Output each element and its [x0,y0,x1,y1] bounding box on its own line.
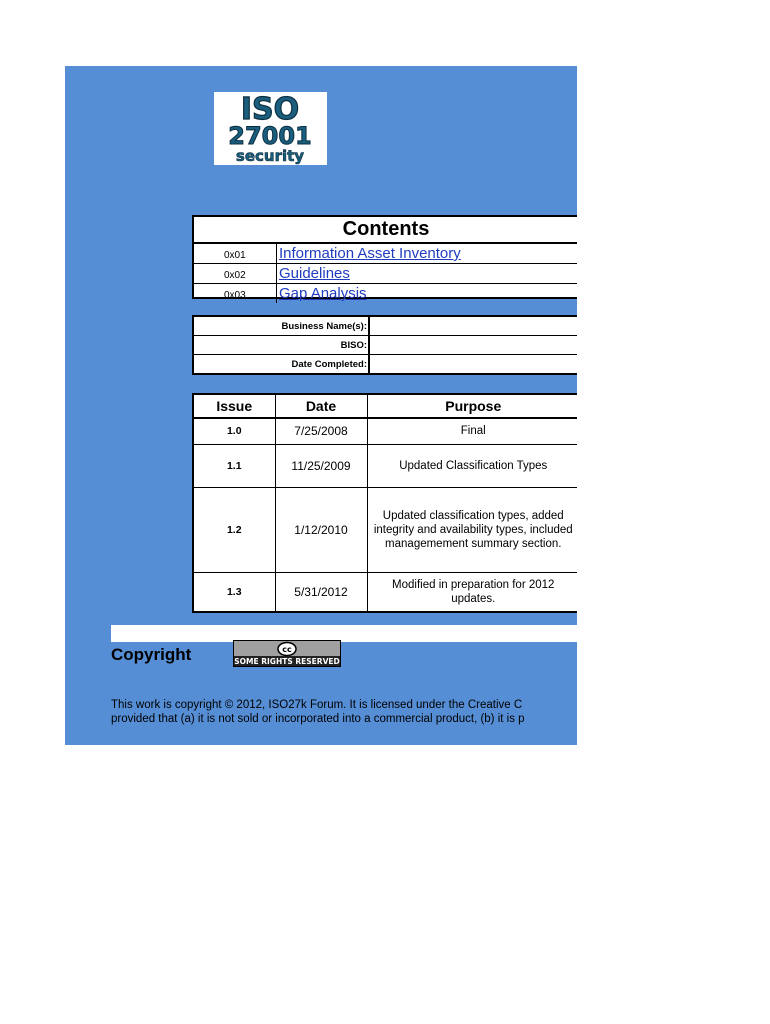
contents-code: 0x01 [224,250,246,261]
iso27001-logo [214,92,327,165]
link-guidelines[interactable]: Guidelines [276,264,350,283]
date-cell: 1/12/2010 [275,487,367,572]
table-header-row [193,394,577,418]
link-gap-analysis[interactable]: Gap Analysis [276,284,367,303]
business-name-label: Business Name(s): [281,321,367,332]
biso-field[interactable] [368,336,577,354]
copyright-heading: Copyright [111,645,192,664]
date-completed-row [194,355,577,373]
purpose-cell: Final [367,418,577,444]
issue-cell: 1.0 [193,418,275,444]
license-line-2: provided that (a) it is not sold or incorporated into a commercial product, (b) it is p [111,713,525,725]
contents-row [194,284,577,303]
table-row [193,418,577,444]
contents-row [194,244,577,264]
biso-row [194,336,577,355]
date-cell: 5/31/2012 [275,572,367,612]
purpose-cell: Updated classification types, added integrity and availability types, included managemement summary section. [367,487,577,572]
table-row [193,444,577,487]
link-information-asset-inventory[interactable]: Information Asset Inventory [276,244,461,263]
contents-title: Contents [194,217,577,244]
table-row [193,487,577,572]
date-completed-label: Date Completed: [291,359,367,370]
purpose-cell: Updated Classification Types [367,444,577,487]
cc-badge-text: SOME RIGHTS RESERVED [234,657,340,666]
contents-box [192,215,577,302]
header-purpose: Purpose [367,394,577,418]
creative-commons-badge[interactable] [233,640,341,667]
license-line-1: This work is copyright © 2012, ISO27k Forum. It is licensed under the Creative C [111,699,523,711]
header-date: Date [275,394,367,418]
cc-badge-logo: cc [282,645,292,654]
header-issue: Issue [193,394,275,418]
contents-code: 0x02 [224,270,246,281]
contents-row [194,264,577,284]
svg-text:27001: 27001 [228,122,312,150]
issue-cell: 1.1 [193,444,275,487]
separator-bar [111,625,577,642]
business-name-row [194,317,577,336]
table-row [193,572,577,612]
date-completed-field[interactable] [368,355,577,373]
business-info-box [192,315,577,375]
purpose-cell: Modified in preparation for 2012 updates. [367,572,577,612]
business-name-field[interactable] [368,317,577,335]
date-cell: 7/25/2008 [275,418,367,444]
svg-text:security: security [235,147,305,165]
license-text [111,698,577,726]
issue-history-table [192,393,577,613]
issue-cell: 1.3 [193,572,275,612]
issue-cell: 1.2 [193,487,275,572]
svg-text:ISO: ISO [240,92,300,127]
contents-code: 0x03 [224,290,246,301]
spreadsheet-page [65,66,577,745]
biso-label: BISO: [340,340,367,351]
date-cell: 11/25/2009 [275,444,367,487]
